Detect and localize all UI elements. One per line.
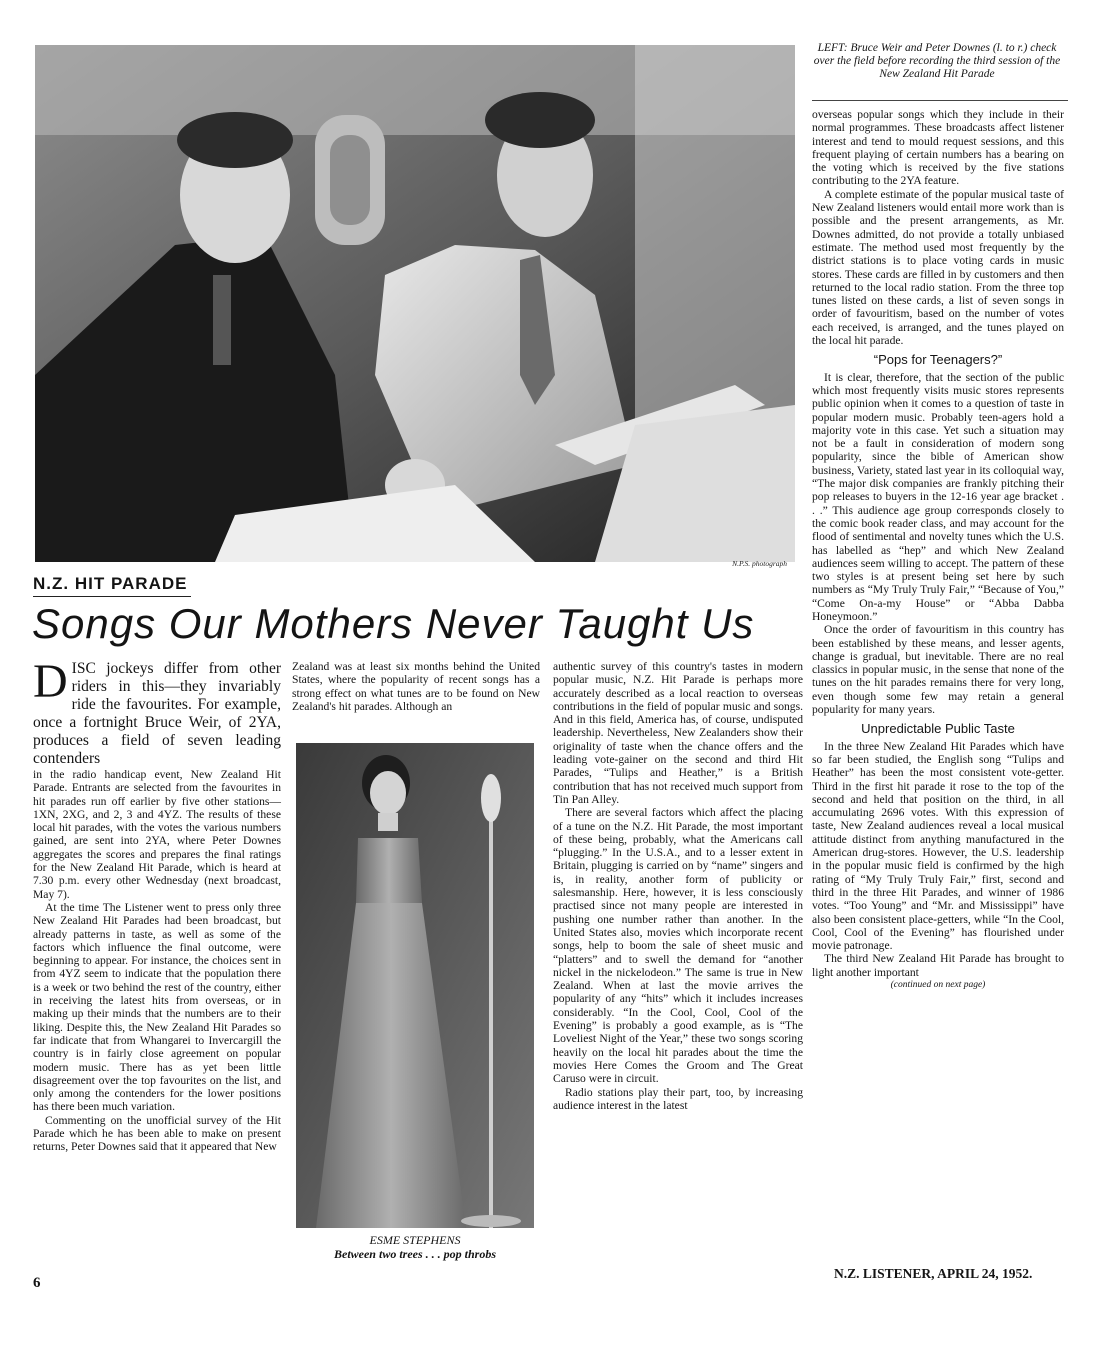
photo-caption: LEFT: Bruce Weir and Peter Downes (l. to r.) check over the field before recording the third session of the New Zealand Hit Parade: [813, 42, 1061, 80]
dropcap: D: [33, 655, 68, 708]
singer-photo: [296, 743, 534, 1228]
photo-bruce-weir-peter-downes-icon: [35, 45, 795, 562]
subhead-unpredictable-public-taste: Unpredictable Public Taste: [861, 721, 1015, 737]
photo-esme-stephens-icon: [296, 743, 534, 1228]
paragraph: At the time The Listener went to press only three New Zealand Hit Parades had been broadcast, but already patterns in taste, as well as some of the factors which influence the final outcome, were beginning to appear. For instance, the choices sent in from 4YZ seem to indicate that the population there is a week or two behind the rest of the country, either in receiving the latest hits from overseas, or in making up their minds that the numbers are to their liking. Despite this, the New Zealand Hit Parades so far indicate that from Whangarei to Invercargill the country is in fairly close agreement on popular modern music. There has as yet been little disagreement over the top favourites on the list, and only among the contenders for the lower positions has there been much variation.: [33, 900, 281, 1114]
column-2: [292, 660, 540, 713]
paragraph: overseas popular songs which they include in their normal programmes. These broadcasts affect listener interest and tend to mould request sessions, and this frequent playing of certain numbers has a bearing on the voting which is received by the five stations contributing to the 2YA feature.: [812, 108, 1064, 188]
singer-caption-line: Between two trees . . . pop throbs: [333, 1247, 496, 1261]
column-4: [812, 108, 1064, 992]
photo-credit: N.P.S. photograph: [732, 559, 787, 568]
paragraph: In the three New Zealand Hit Parades which have so far been studied, the English song “Tulips and Heather” has been the most consistent vote-getter. Third in the first hit parade it rose to the top of the second and held that position on the third, in all accumulating 2696 votes. With this expression of taste, New Zealand audiences reveal a local musical attitude distinct from anything manufactured in the American drug-stores. However, the U.S. leadership in the popular music field is confirmed by the high rating of “My Truly Truly Fair,” first, second and third in the three Hit Parades, and winner of 1986 votes. “Too Young” and “Mr. and Mississippi” have also been consistent place-getters, while “In the Cool, Cool, Cool of the Evening” has flourished under movie patronage.: [812, 739, 1064, 953]
paragraph: Radio stations play their part, too, by increasing audience interest in the latest: [553, 1085, 803, 1112]
caption-divider: [812, 100, 1068, 101]
paragraph: Commenting on the unofficial survey of the Hit Parade which he has been able to make on present returns, Peter Downes said that it appeared that New: [33, 1113, 281, 1154]
section-label: N.Z. HIT PARADE: [33, 574, 188, 593]
lead-paragraph: ISC jockeys differ from other riders in this—they invariably ride the favourites. For example, once a fortnight Bruce Weir, of 2YA, produces a field of seven leading contenders: [33, 660, 281, 767]
paragraph: in the radio handicap event, New Zealand Hit Parade. Entrants are selected from the favourites in hit parades run off earlier by five other stations—1XN, 2XG, and 2, 3 and 4YZ. The results of these local hit parades, with the votes the various numbers gained, are sent into 2YA, where Peter Downes aggregates the scores and prepares the final ratings for the New Zealand Hit Parade, which is heard at 7.30 p.m. every other Wednesday (next broadcast, May 7).: [33, 768, 281, 901]
paragraph: The third New Zealand Hit Parade has brought to light another important: [812, 952, 1064, 979]
subhead-pops-for-teenagers: “Pops for Teenagers?”: [873, 352, 1003, 368]
paragraph: Once the order of favouritism in this country has been established by these means, and lesser agents, change is gradual, but inevitable. There are no real classics in popular music, in the sense that none of the tunes on the hit parades remains there for very long, even though some few may retain a general popularity for many years.: [812, 623, 1064, 717]
paragraph: Zealand was at least six months behind the United States, where the popularity of recent songs has a strong effect on what tunes are to be found on New Zealand's hit parades. Although an: [292, 660, 540, 713]
paragraph: It is clear, therefore, that the section of the public which most frequently visits music stores represents public opinion when it comes to a question of taste in popular modern music. Probably teen-agers hold a majority vote in this case. Yet such a situation may not be a fault in consideration of modern song popularity, since the bible of American show business, Variety, stated last year in its colloquial way, “The major disk companies are frankly pitching their pop releases to buyers in the 12-16 year age bracket . . .” This audience age group corresponds closely to the comic book reader class, and may account for the flood of sentimental and novelty tunes which the U.S. has labelled as “hep” and which New Zealand audiences seem willing to accept. The pattern of these two styles is at present being set here by such numbers as “My Truly Truly Fair,” “Because of You,” “Come On-a-my House” or “Abba Dabba Honeymoon.”: [812, 370, 1064, 623]
column-3: [553, 660, 803, 1112]
paragraph: authentic survey of this country's tastes in modern popular music, N.Z. Hit Parade is perhaps more accurately described as a local reaction to overseas contributions in the field of popular music and songs. And in this field, America has, of course, undisputed leadership. Nevertheless, New Zealanders show their originality of taste when the chance offers and the leading vote-gainer on the second and third Hit Parades, “Tulips and Heather,” is a British contribution that has not received much support from Tin Pan Alley.: [553, 660, 803, 806]
singer-caption: [296, 1233, 534, 1261]
page-number: 6: [33, 1275, 41, 1291]
column-1: [33, 655, 281, 1154]
section-underline: [33, 596, 191, 597]
singer-caption-name: ESME STEPHENS: [369, 1233, 461, 1247]
publication-line: N.Z. LISTENER, APRIL 24, 1952.: [834, 1266, 1033, 1281]
continued-note: (continued on next page): [890, 980, 986, 990]
top-photo: [35, 45, 795, 568]
paragraph: A complete estimate of the popular musical taste of New Zealand listeners would entail more work than is possible and the present arrangements, as Mr. Downes admitted, do not provide a totally unbiased estimate. The method used most frequently by the district stations is to place voting cards in music stores. These cards are filled in by customers and then returned to the local radio station. From the three top tunes listed on these cards, a list of seven songs in order of favouritism, based on the number of votes each received, is arranged, and the tunes played on the local hit parade.: [812, 187, 1064, 348]
headline: Songs Our Mothers Never Taught Us: [32, 600, 755, 647]
paragraph: There are several factors which affect the placing of a tune on the N.Z. Hit Parade, the most important of these being, probably, what the Americans call “plugging.” In the U.S.A., and to a lesser extent in Britain, plugging is carried on by “name” singers and is, in reality, another form of publicity or salesmanship. Here, however, it is less consciously practised since not many people are interested in pushing one number rather than another. In the United States also, movies which incorporate recent songs, help to boom the sale of sheet music and “platters” and to swell the demand for “another nickel in the nickelodeon.” The same is true in New Zealand. When at last the movie arrives the popularity of any “hits” which it includes increases considerably. “In the Cool, Cool, Cool of the Evening” is probably a good example, as is “The Loveliest Night of the Year,” these two songs scoring heavily on the local hit parades about the time the movies Here Comes the Groom and The Great Caruso were in circuit.: [553, 806, 803, 1086]
